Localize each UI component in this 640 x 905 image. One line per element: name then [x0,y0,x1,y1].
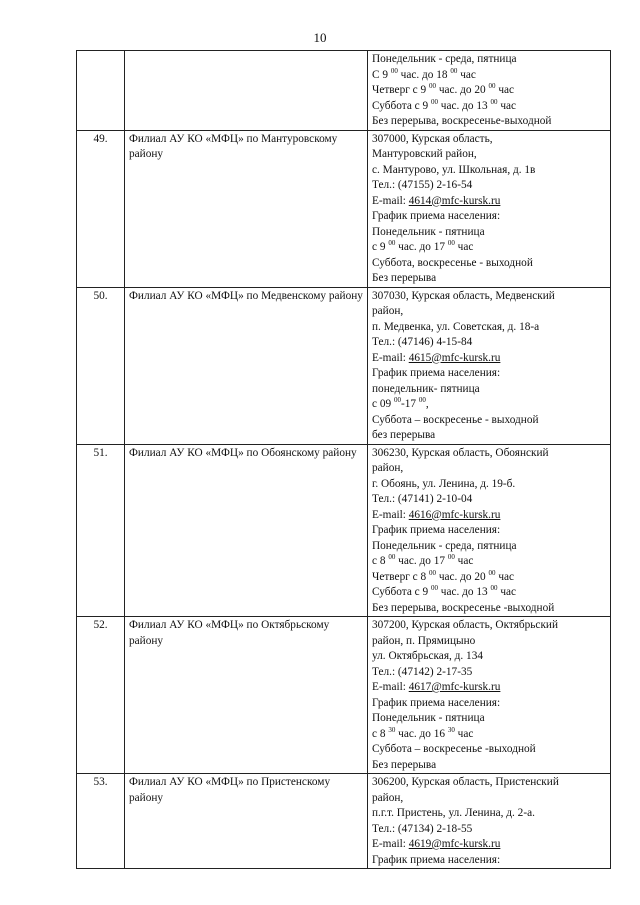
time-superscript: 00 [429,568,436,577]
time-superscript: 00 [430,584,438,592]
time-text: час. до 13 [437,99,491,112]
time-text: час. до 16 [395,727,448,740]
phone-line: Тел.: (47146) 4-15-84 [372,336,473,348]
branch-name: Филиал АУ КО «МФЦ» по Пристенскому району [125,774,368,869]
email-label: E-mail: [372,838,409,850]
time-text: с 8 [372,555,389,567]
branch-name: Филиал АУ КО «МФЦ» по Мантуровскому району [125,130,368,287]
time-text: с 09 [372,398,394,410]
address-line: п. Медвенка, ул. Советская, д. 18-а [372,320,540,333]
schedule-line: Понедельник - среда, пятница [372,539,517,552]
time-text: Четверг с 8 [372,570,429,583]
time-text: Четверг с 9 [372,84,429,96]
time-text: час [457,68,476,81]
schedule-line: Без перерыва [372,758,437,771]
time-superscript: 00 [488,82,496,90]
time-text: Суббота с 9 [372,99,431,112]
schedule-line: Суббота – воскресенье -выходной [372,743,536,755]
time-text: С 9 [372,68,391,81]
row-number [77,51,125,131]
schedule-line [372,240,606,256]
branches-table [76,50,611,869]
time-superscript: 30 [447,725,455,734]
address-line: район, [372,305,404,317]
branch-contact-info [368,51,611,131]
email-label: E-mail: [372,194,409,207]
time-text: час. до 17 [395,555,448,567]
branch-name: Филиал АУ КО «МФЦ» по Октябрьскому району [125,617,368,774]
schedule-line [372,554,606,570]
time-superscript: 00 [447,553,455,561]
address-line: ул. Октябрьская, д. 134 [372,650,483,662]
schedule-line [372,727,606,743]
schedule-line [372,570,606,586]
time-text: час [454,555,474,567]
branch-name: Филиал АУ КО «МФЦ» по Обоянскому району [125,444,368,617]
time-superscript: 00 [418,396,426,404]
address-line: район, [372,462,404,474]
time-text: час [454,241,474,253]
table-row [77,130,611,287]
time-superscript: 00 [488,568,496,577]
time-text: час [497,99,517,112]
email-line [372,351,606,367]
address-line: 306230, Курская область, Обоянский [372,446,549,459]
email-link[interactable]: 4617@mfc-kursk.ru [408,681,501,693]
schedule-line [372,99,606,115]
address-line: район, п. Прямицыно [372,634,476,647]
phone-line: Тел.: (47142) 2-17-35 [372,665,473,678]
row-number: 53. [77,774,125,869]
schedule-line: Без перерыва, воскресенье-выходной [372,115,552,127]
branch-contact-info [368,287,611,444]
email-line [372,508,606,524]
time-text: час [454,727,474,740]
schedule-line: Понедельник - пятница [372,712,485,724]
address-line: 306200, Курская область, Пристенский [372,776,559,788]
branch-name [125,51,368,131]
time-text: час. до 20 [436,84,489,96]
time-text: с 8 [372,727,389,740]
schedule-title: График приема населения: [372,696,501,709]
schedule-line: Суббота, воскресенье - выходной [372,256,533,269]
time-text: -17 [400,398,419,410]
schedule-line: Без перерыва [372,272,437,284]
time-superscript: 00 [430,97,438,106]
time-text: , [425,398,429,410]
page-number: 10 [313,30,327,45]
time-superscript: 00 [390,66,398,75]
table-row [77,51,611,131]
address-line: г. Обоянь, ул. Ленина, д. 19-б. [372,477,516,490]
row-number: 50. [77,287,125,444]
branches-table-body [77,51,611,869]
phone-line: Тел.: (47134) 2-18-55 [372,822,473,835]
table-row [77,617,611,774]
branch-contact-info [368,774,611,869]
address-line: район, [372,791,404,804]
email-label: E-mail: [372,681,409,693]
time-superscript: 00 [429,82,436,90]
phone-line: Тел.: (47141) 2-10-04 [372,493,473,505]
time-superscript: 00 [450,66,458,75]
row-number: 51. [77,444,125,617]
schedule-line: Без перерыва, воскресенье -выходной [372,601,555,614]
time-superscript: 00 [490,584,498,592]
email-line [372,680,606,696]
time-superscript: 00 [393,396,401,404]
email-line [372,837,606,853]
time-text: час. до 13 [437,586,491,598]
time-text: час. до 18 [397,68,451,81]
address-line: п.г.т. Пристень, ул. Ленина, д. 2-а. [372,807,535,819]
schedule-line: понедельник- пятница [372,382,480,395]
schedule-line [372,585,606,601]
schedule-line [372,397,606,413]
email-link[interactable]: 4615@mfc-kursk.ru [408,351,501,364]
branch-name: Филиал АУ КО «МФЦ» по Медвенскому району [125,287,368,444]
table-row [77,287,611,444]
branch-contact-info [368,617,611,774]
schedule-line: Понедельник - пятница [372,225,485,238]
time-text: Суббота с 9 [372,586,431,598]
address-line: 307000, Курская область, [372,132,493,145]
table-row [77,444,611,617]
address-line: с. Мантурово, ул. Школьная, д. 1в [372,163,536,176]
row-number: 49. [77,130,125,287]
schedule-title: График приема населения: [372,367,501,379]
time-text: час [495,84,515,96]
time-superscript: 00 [388,239,396,247]
branch-contact-info [368,444,611,617]
table-row [77,774,611,869]
schedule-line: без перерыва [372,429,436,441]
time-text: час. до 17 [395,241,448,253]
phone-line: Тел.: (47155) 2-16-54 [372,179,473,191]
schedule-line [372,68,606,84]
time-text: час [497,586,517,598]
email-link[interactable]: 4619@mfc-kursk.ru [408,838,501,850]
schedule-line: Суббота – воскресенье - выходной [372,413,539,426]
time-superscript: 00 [490,97,498,106]
address-line: 307030, Курская область, Медвенский [372,289,555,302]
time-superscript: 00 [388,553,396,561]
time-superscript: 00 [447,239,455,247]
row-number: 52. [77,617,125,774]
email-label: E-mail: [372,351,409,364]
time-text: час [495,570,515,583]
schedule-title: График приема населения: [372,853,501,866]
address-line: Мантуровский район, [372,148,477,160]
email-link[interactable]: 4614@mfc-kursk.ru [408,194,501,207]
email-link[interactable]: 4616@mfc-kursk.ru [408,508,501,521]
schedule-line [372,83,606,99]
time-text: час. до 20 [436,570,489,583]
email-label: E-mail: [372,508,409,521]
branch-contact-info [368,130,611,287]
email-line [372,194,606,210]
time-text: с 9 [372,241,389,253]
schedule-title: График приема населения: [372,210,501,222]
time-superscript: 30 [388,725,396,734]
schedule-line: Понедельник - среда, пятница [372,53,517,65]
schedule-title: График приема населения: [372,524,501,536]
address-line: 307200, Курская область, Октябрьский [372,619,559,631]
